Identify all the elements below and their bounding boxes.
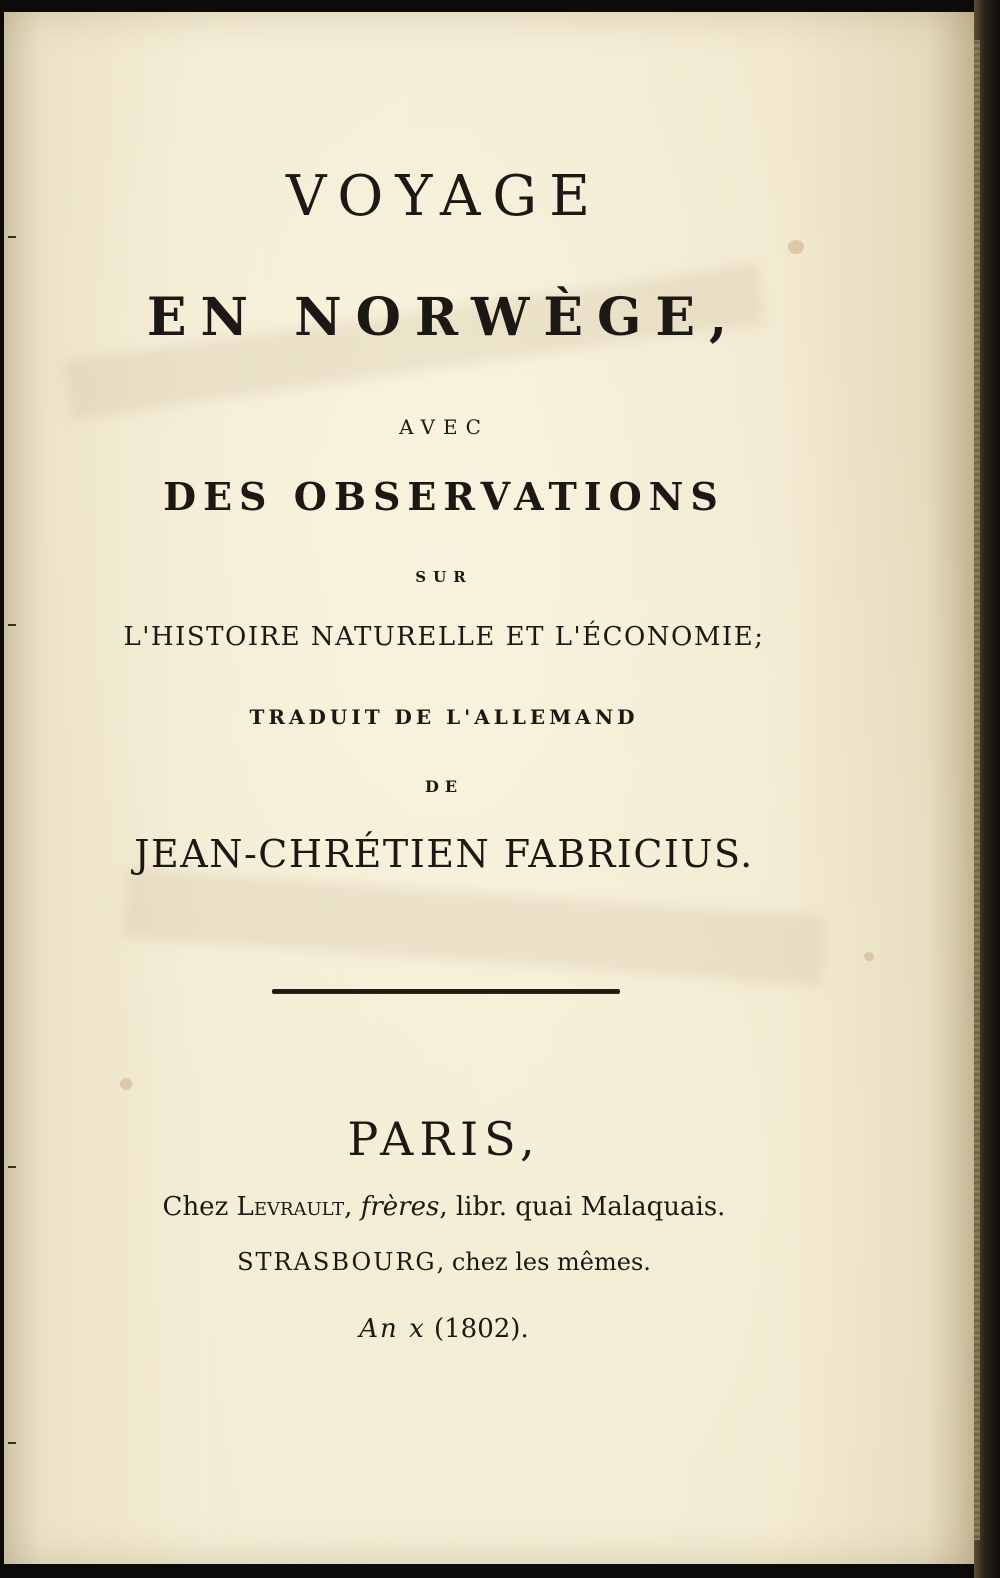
foxing-spot [120,1078,132,1090]
imprint-second-city [4,1248,884,1276]
year-gregorian: (1802). [425,1314,529,1344]
binding-thread-mark [8,1166,16,1168]
author-preposition: DE [424,777,464,796]
subtitle-sur: SUR [415,568,473,586]
foxing-spot [788,240,804,254]
publisher-prefix: Chez [162,1192,237,1222]
paper-crease [122,868,825,987]
foxing-spot [864,952,874,961]
publisher-freres: frères [360,1192,440,1222]
imprint-city: PARIS, [347,1112,541,1166]
publisher-address: , libr. quai Malaquais. [439,1192,726,1222]
decorative-rule [272,989,620,994]
year-revolutionary: An x [359,1314,426,1344]
book-fore-edge [974,0,1000,1578]
second-city-note: , chez les mêmes. [436,1248,651,1276]
imprint-publisher [4,1192,884,1222]
paper-page [4,12,974,1564]
binding-thread-mark [8,236,16,238]
title-voyage: VOYAGE [285,164,603,229]
binding-thread-mark [8,1442,16,1444]
second-city-name: STRASBOURG [237,1248,437,1276]
subtitle-observations: DES OBSERVATIONS [163,474,725,519]
publisher-separator: , [344,1192,361,1222]
publisher-name: Levrault [236,1192,345,1222]
imprint-year [4,1314,884,1344]
title-en-norwege: EN NORWÈGE, [146,287,742,348]
translation-note: TRADUIT DE L'ALLEMAND [249,705,639,729]
author-name: JEAN-CHRÉTIEN FABRICIUS. [134,832,754,876]
subtitle-avec: AVEC [399,415,489,439]
subtitle-histoire: L'HISTOIRE NATURELLE ET L'ÉCONOMIE; [123,622,765,652]
